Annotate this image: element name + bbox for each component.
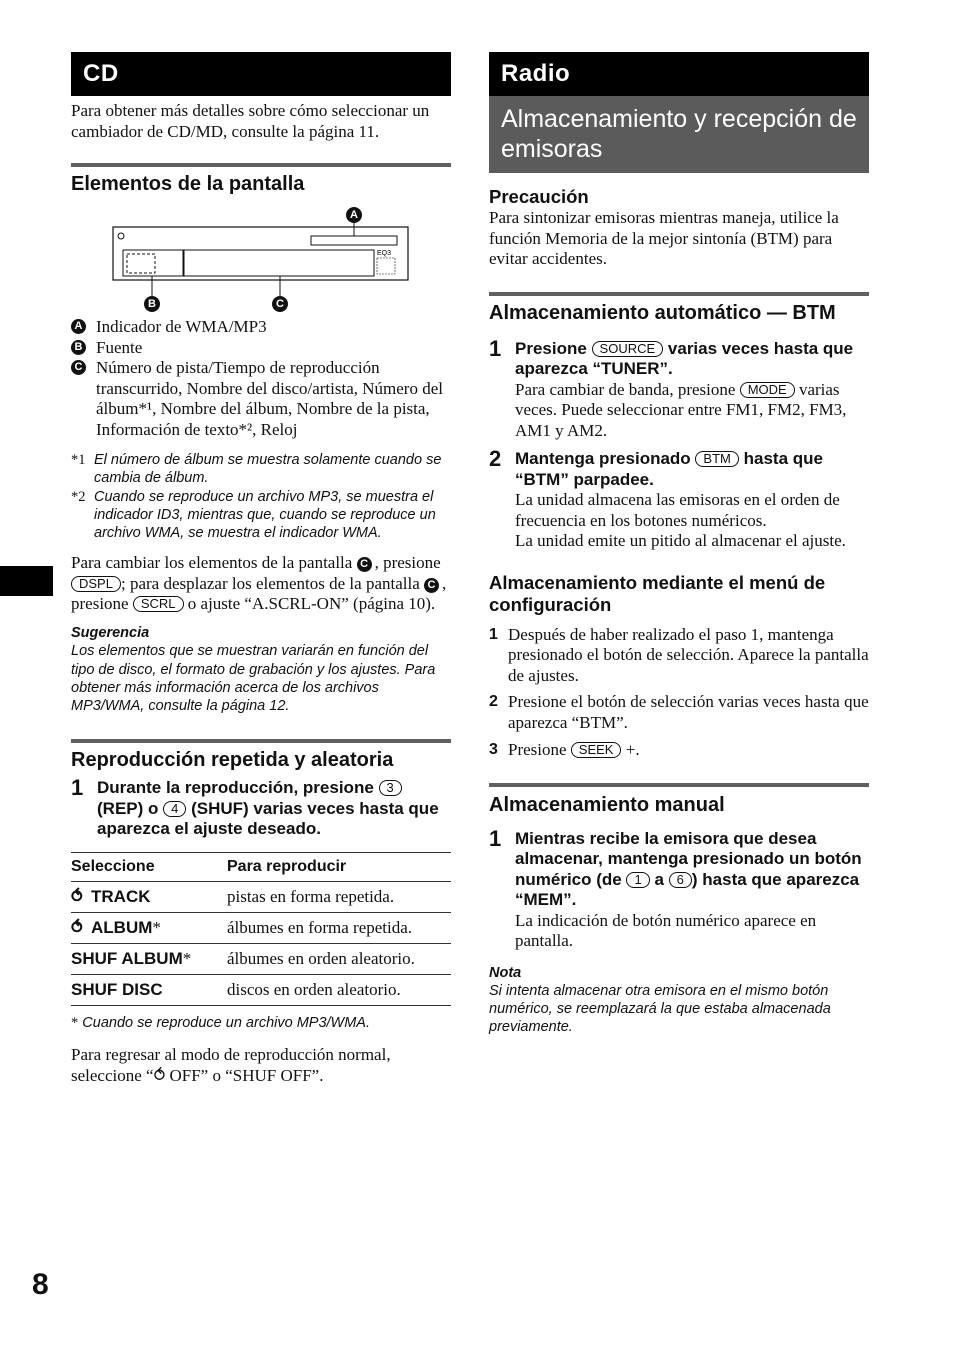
- preset-1-button[interactable]: 1: [626, 872, 649, 888]
- marker-c: C: [424, 578, 439, 593]
- caution-text: Para sintonizar emisoras mientras maneja, utilice la función Memoria de la mejor sintonía (BTM) para evitar accidentes.: [489, 208, 839, 268]
- note-title: Nota: [489, 964, 522, 981]
- step-number: 2: [489, 446, 502, 471]
- auto-step-1: 1 Presione SOURCE varias veces hasta que aparezca “TUNER”. Para cambiar de banda, presione MODE varias veces. Puede seleccionar entre FM1, FM2, FM3, AM1 y AM2.: [489, 335, 854, 440]
- legend: [71, 317, 451, 440]
- section-side-tab: [0, 566, 53, 596]
- cd-section-title: CD: [71, 52, 451, 96]
- marker-c: C: [272, 296, 288, 312]
- auto-step-2: 2 Mantenga presionado BTM hasta que “BTM” parpadee. La unidad almacena las emisoras en el orden de frecuencia en los botones numéricos. La unidad emite un pitido al almacenar el ajuste.: [489, 446, 846, 550]
- marker-c: C: [71, 360, 86, 375]
- legend-item: B Fuente: [71, 338, 451, 359]
- cd-intro: Para obtener más detalles sobre cómo seleccionar un cambiador de CD/MD, consulte la página 11.: [71, 101, 430, 141]
- auto-heading: Almacenamiento automático — BTM: [489, 301, 836, 324]
- seek-button[interactable]: SEEK: [571, 742, 622, 758]
- repeat-step-1: 1 Durante la reproducción, presione 3 (REP) o 4 (SHUF) varias veces hasta que aparezca el ajuste deseado.: [71, 775, 439, 839]
- repeat-icon: ⥀: [153, 1065, 166, 1085]
- manual-step-1: 1 Mientras recibe la emisora que desea almacenar, mantenga presionado un botón numérico (de 1 a 6 ) hasta que aparezca “MEM”. La indicación de botón numérico aparece en pantalla.: [489, 825, 862, 950]
- table-row: ⥀ TRACK pistas en forma repetida.: [71, 881, 451, 912]
- marker-b: B: [71, 340, 86, 355]
- repeat-icon: ⥀: [71, 917, 83, 937]
- legend-item: A Indicador de WMA/MP3: [71, 317, 451, 338]
- table-footnote: * Cuando se reproduce un archivo MP3/WMA.: [71, 1014, 371, 1031]
- source-button[interactable]: SOURCE: [592, 341, 664, 357]
- tip-title: Sugerencia: [71, 624, 150, 641]
- repeat-heading: Reproducción repetida y aleatoria: [71, 749, 394, 772]
- repeat-icon: ⥀: [71, 886, 83, 906]
- divider: [71, 739, 451, 743]
- menu-heading: Almacenamiento mediante el menú de configuración: [489, 571, 826, 615]
- note-text: Si intenta almacenar otra emisora en el mismo botón numérico, se reemplazará la que estaba almacenada previamente.: [489, 982, 831, 1036]
- step-number: 1: [71, 775, 84, 801]
- left-column: [71, 52, 451, 1086]
- change-display-text: Para cambiar los elementos de la pantalla C , presione DSPL ; para desplazar los elementos de la pantalla C , presione SCRL o ajuste “A.SCRL-ON” (página 10).: [71, 553, 447, 614]
- tip-text: Los elementos que se muestran variarán en función del tipo de disco, el formato de grabación y los ajustes. Para obtener más información acerca de los archivos MP3/WMA, consulte la página 12.: [71, 643, 436, 715]
- divider: [489, 783, 869, 787]
- caution-heading: Precaución: [489, 186, 589, 207]
- display-illustration: [71, 196, 451, 306]
- svg-text:EQ3: EQ3: [377, 250, 392, 257]
- table-row: ⥀ ALBUM* álbumes en forma repetida.: [71, 912, 451, 943]
- marker-a: A: [71, 319, 86, 334]
- menu-step: 2 Presione el botón de selección varias veces hasta que aparezca “BTM”.: [489, 692, 869, 732]
- marker-b: B: [144, 296, 160, 312]
- radio-section-title: Radio: [489, 52, 869, 96]
- table-row: SHUF ALBUM* álbumes en orden aleatorio.: [71, 943, 451, 974]
- table-header: Para reproducir: [227, 852, 451, 881]
- dspl-button[interactable]: DSPL: [71, 576, 121, 592]
- marker-c: C: [357, 557, 372, 572]
- manual-heading: Almacenamiento manual: [489, 793, 725, 816]
- btm-button[interactable]: BTM: [695, 451, 738, 467]
- menu-steps: [489, 625, 869, 761]
- store-title: Almacenamiento y recepción de emisoras: [489, 96, 869, 173]
- menu-step: 3 Presione SEEK +.: [489, 740, 640, 759]
- legend-item: C Número de pista/Tiempo de reproducción transcurrido, Nombre del disco/artista, Número del álbum*¹, Nombre del álbum, Nombre de la pista, Información de texto*², Reloj: [71, 358, 451, 440]
- display-diagram: [71, 196, 451, 310]
- footnote: *2 Cuando se reproduce un archivo MP3, se muestra el indicador ID3, mientras que, cuando se reproduce un archivo WMA, se muestra el indicador WMA.: [71, 488, 436, 542]
- step-number: 1: [489, 825, 502, 851]
- shuf-4-button[interactable]: 4: [163, 801, 186, 817]
- mode-button[interactable]: MODE: [740, 382, 795, 398]
- scrl-button[interactable]: SCRL: [133, 596, 184, 612]
- page-number: 8: [32, 1268, 49, 1301]
- table-header: Seleccione: [71, 852, 227, 881]
- marker-a: A: [346, 207, 362, 223]
- table-row: SHUF DISC discos en orden aleatorio.: [71, 974, 451, 1005]
- right-column: [489, 52, 869, 1037]
- step-number: 1: [489, 335, 502, 361]
- divider: [489, 292, 869, 296]
- return-text: Para regresar al modo de reproducción normal, seleccione “⥀ OFF” o “SHUF OFF”.: [71, 1045, 391, 1085]
- menu-step: 1 Después de haber realizado el paso 1, mantenga presionado el botón de selección. Aparece la pantalla de ajustes.: [489, 624, 869, 685]
- footnotes: [71, 451, 451, 542]
- play-mode-table: [71, 852, 451, 1006]
- rep-3-button[interactable]: 3: [379, 780, 402, 796]
- preset-6-button[interactable]: 6: [669, 872, 692, 888]
- divider: [71, 163, 451, 167]
- display-heading: Elementos de la pantalla: [71, 173, 305, 195]
- footnote: *1 El número de álbum se muestra solamente cuando se cambia de álbum.: [71, 452, 442, 487]
